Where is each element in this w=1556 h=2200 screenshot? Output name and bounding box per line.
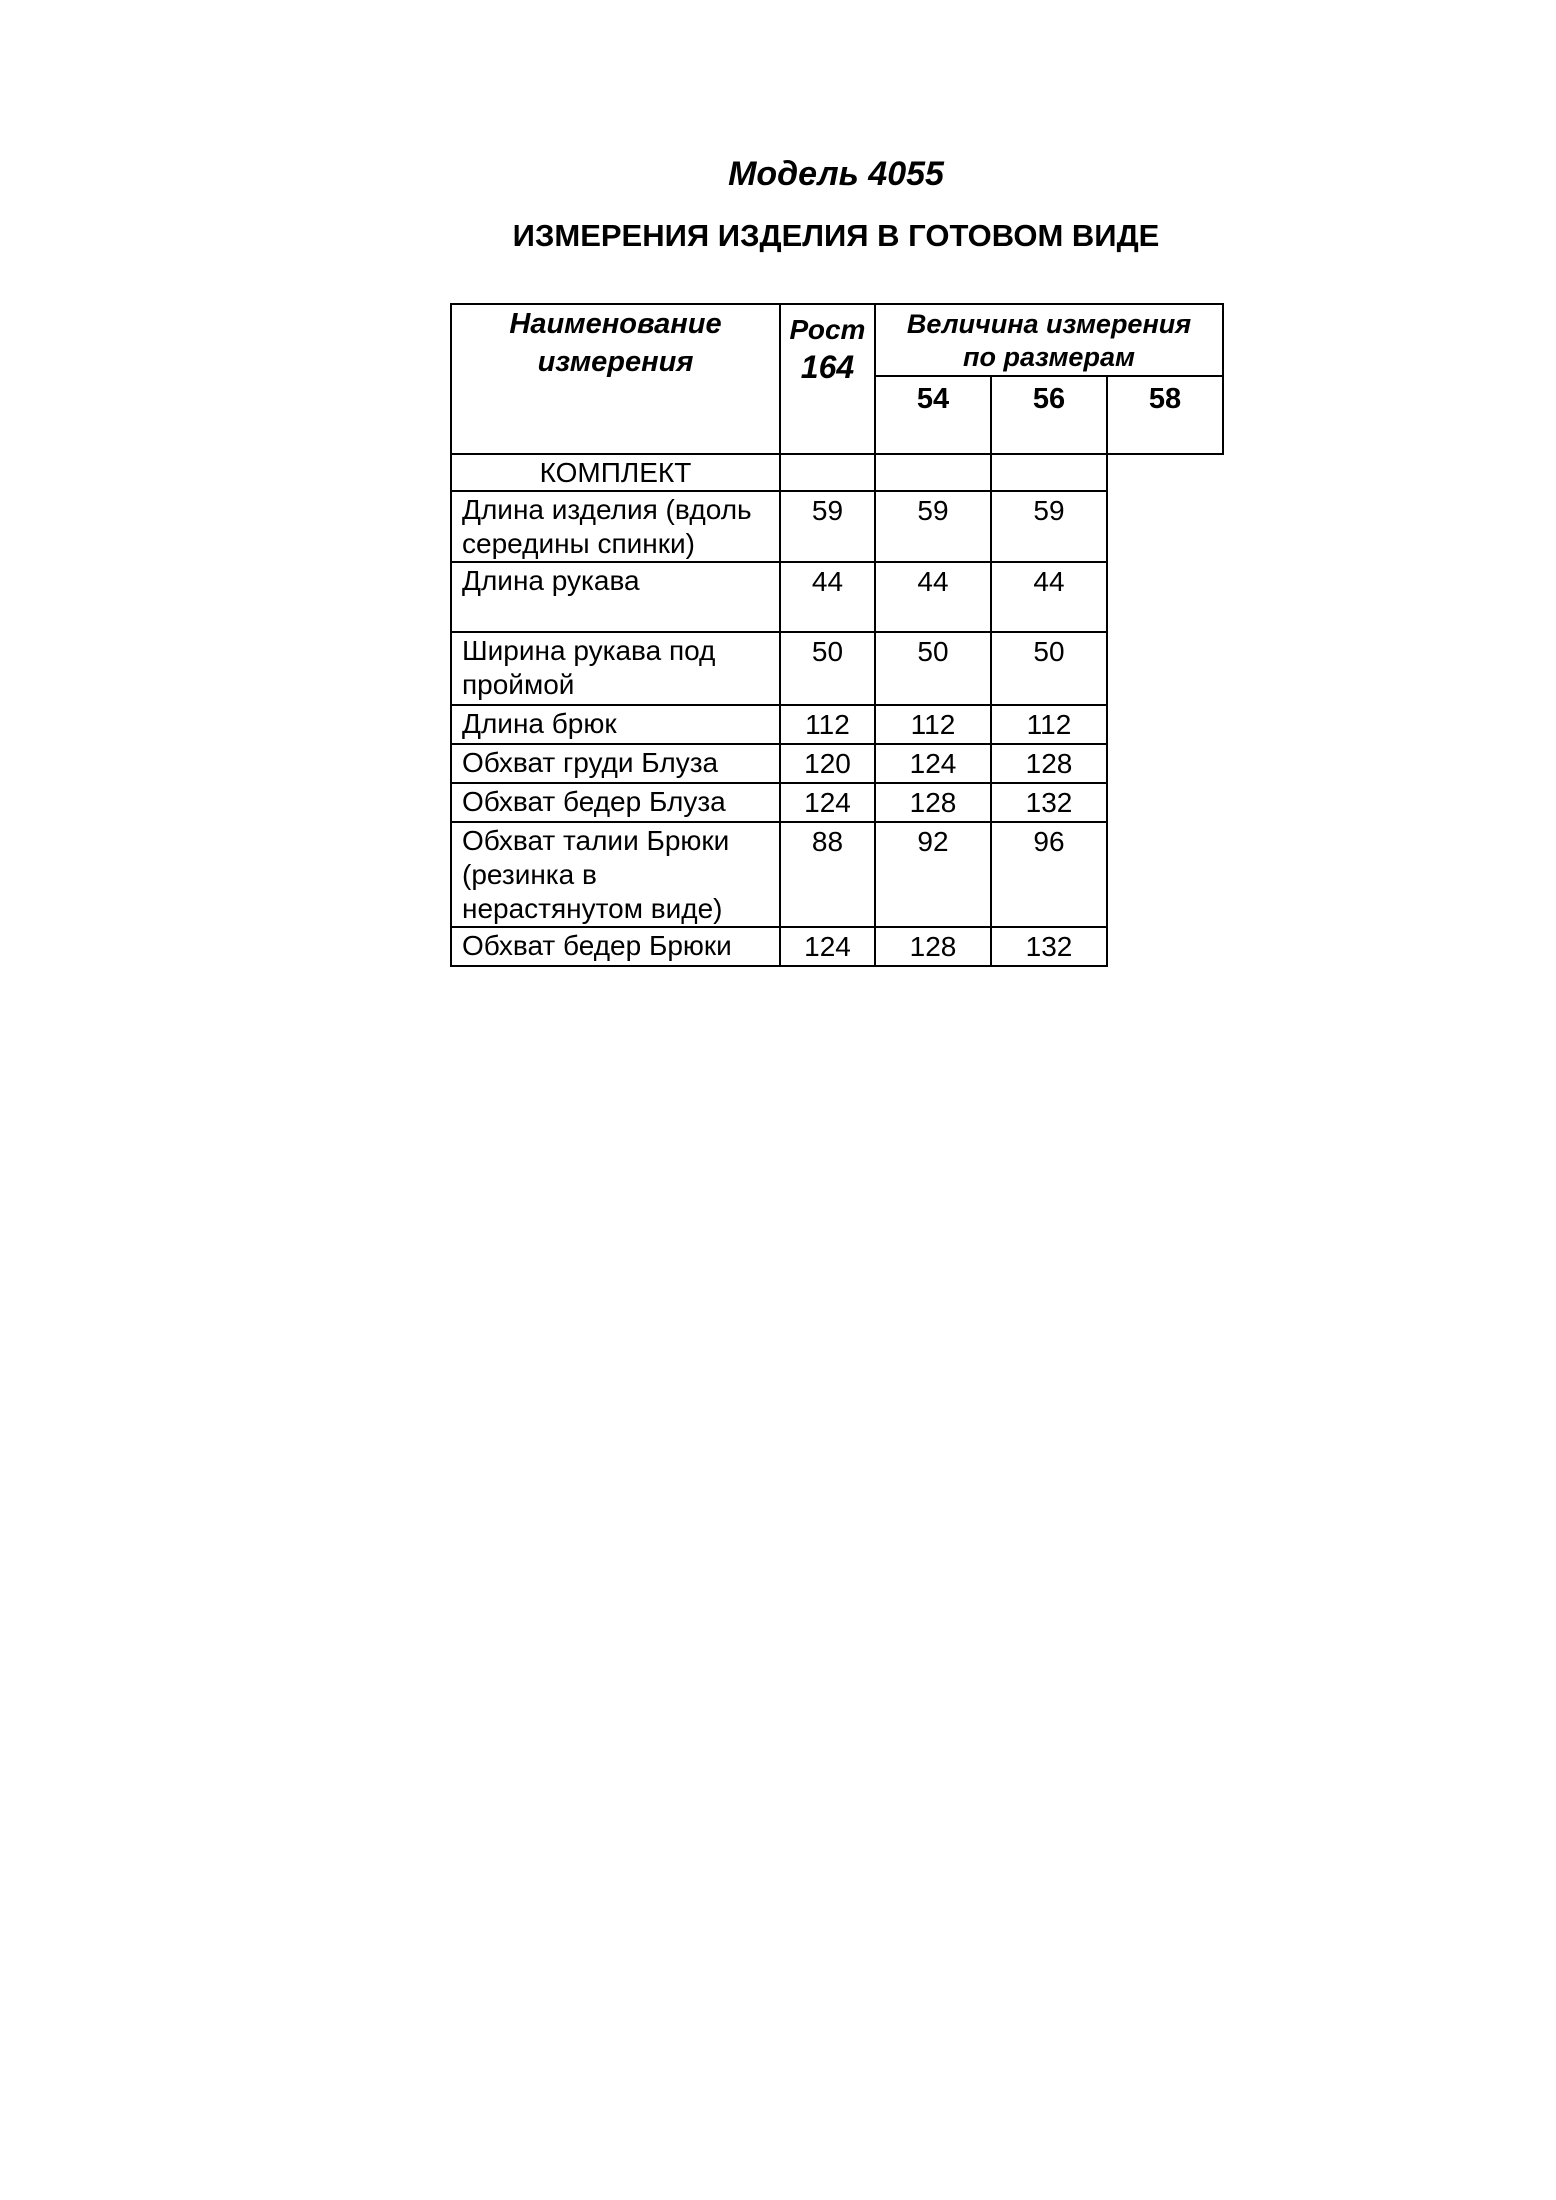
measurement-value-cell: 112 [780,705,875,744]
measurement-value-cell: 59 [780,491,875,562]
measurement-name-cell: Обхват бедер Блуза [451,783,780,822]
size-column-58: 58 [1107,376,1223,454]
measurement-name-cell: Обхват бедер Брюки [451,927,780,966]
table-row [451,632,1223,705]
measurement-value-cell: 92 [875,822,991,927]
measurement-value-cell: 132 [991,783,1107,822]
measurement-value-cell: 124 [780,927,875,966]
measurement-value-cell: 124 [875,744,991,783]
measurement-value-cell [875,454,991,491]
measurement-value-cell: 44 [780,562,875,632]
measurement-value-cell: 112 [991,705,1107,744]
table-row [451,927,1223,966]
table-row [451,744,1223,783]
measurement-value-cell: 50 [875,632,991,705]
size-column-56: 56 [991,376,1107,454]
measurement-name-cell: Длина брюк [451,705,780,744]
measurement-name-cell: Ширина рукава под проймой [451,632,780,705]
measurement-name-cell: Обхват груди Блуза [451,744,780,783]
measurement-value-cell: 59 [875,491,991,562]
rost-value: 164 [800,349,855,385]
document-page [450,0,1222,967]
table-row [451,705,1223,744]
measurement-value-cell: 120 [780,744,875,783]
measurement-value-cell: 59 [991,491,1107,562]
header-sizes-group-cell [875,304,1223,376]
rost-label: Рост [789,314,866,345]
sizes-group-label: Величина измерения по размерам [906,309,1192,372]
table-row [451,562,1223,632]
table-row [451,783,1223,822]
table-row [451,454,1223,491]
measurement-name-cell: Длина рукава [451,562,780,632]
header-name-cell: Наименование измерения [451,304,780,454]
measurement-name-cell: Длина изделия (вдоль середины спинки) [451,491,780,562]
measurement-value-cell: 50 [991,632,1107,705]
measurement-value-cell: 128 [991,744,1107,783]
measurement-value-cell: 44 [875,562,991,632]
measurement-value-cell: 124 [780,783,875,822]
document-heading: ИЗМЕРЕНИЯ ИЗДЕЛИЯ В ГОТОВОМ ВИДЕ [512,218,1160,253]
measurement-value-cell: 132 [991,927,1107,966]
measurement-value-cell [991,454,1107,491]
measurement-name-cell: Обхват талии Брюки (резинка в нерастянутом виде) [451,822,780,927]
measurement-value-cell: 96 [991,822,1107,927]
measurement-value-cell: 44 [991,562,1107,632]
measurement-value-cell: 88 [780,822,875,927]
size-column-54: 54 [875,376,991,454]
measurement-name-cell: КОМПЛЕКТ [451,454,780,491]
table-row [451,491,1223,562]
measurement-value-cell: 50 [780,632,875,705]
table-header-row [451,304,1223,376]
header-rost-cell [780,304,875,454]
table-row [451,822,1223,927]
measurements-table [450,303,1224,967]
measurement-value-cell: 112 [875,705,991,744]
measurement-value-cell [780,454,875,491]
model-title: Модель 4055 [728,155,944,193]
measurement-value-cell: 128 [875,783,991,822]
measurement-value-cell: 128 [875,927,991,966]
